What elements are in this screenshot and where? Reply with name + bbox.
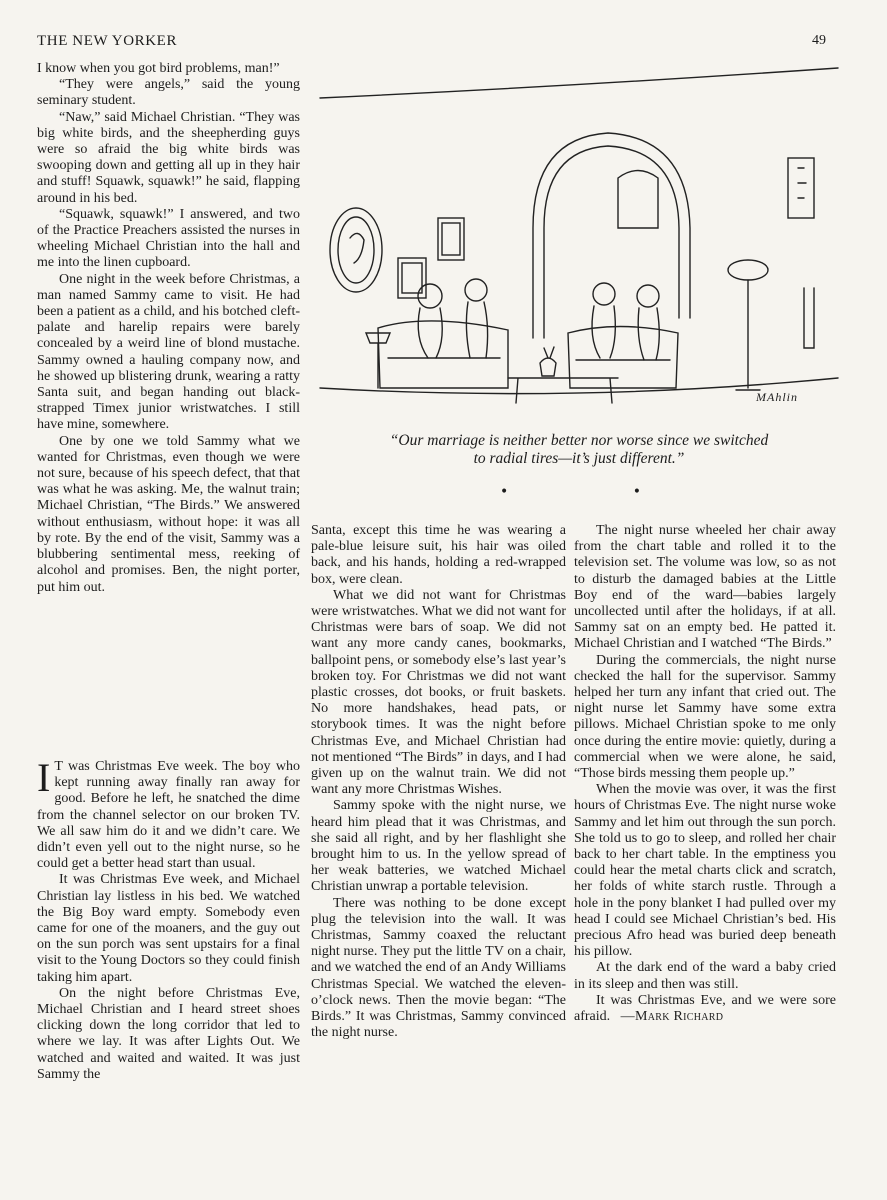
paragraph: The night nurse wheeled her chair away from the chart table and rolled it to the television set. The volume was low, so as not to disturb the damaged babies at the Little Boy end of the ward—babies largely uncollected until after the holidays, if at all. Sammy sat on an empty bed. He patted it. Michael Christian and I watched “The Birds.” xyxy=(574,523,836,652)
paragraph: Santa, except this time he was wearing a pale-blue leisure suit, his hair was oiled back, and his hands, holding a red-wrapped box, were clean. xyxy=(311,523,566,587)
caption-line: to radial tires—it’s just different.” xyxy=(473,450,685,467)
paragraph: One night in the week before Christmas, a man named Sammy came to visit. He had been a patient as a child, and his botched cleft-palate and harelip repairs were barely concealed by a weird line of blond mustache. Sammy owned a hauling company now, and he showed up blistering drunk, wearing a ratty Santa suit, and began handing out black-strapped Timex junior wristwatches. I still have mine, somewhere. xyxy=(37,271,300,433)
section-separator: • • xyxy=(500,484,701,500)
wall-hanging-icon xyxy=(788,158,814,218)
paragraph: “Squawk, squawk!” I answered, and two of the Practice Preachers assisted the nurses in wheeling Michael Christian into the hall and me into the linen cupboard. xyxy=(37,206,300,271)
person-icon xyxy=(465,279,487,301)
person-icon xyxy=(593,283,615,305)
cartoon-caption xyxy=(318,432,840,468)
column-2 xyxy=(311,523,566,1042)
magazine-header: THE NEW YORKER xyxy=(37,33,178,49)
paragraph: During the commercials, the night nurse checked the hall for the supervisor. Sammy helped her turn any infant that cried out. The night nurse let Sammy have some extra pillows. Michael Christian spoke to me only once during the entire movie: quietly, during a commercial when we were alone, he said, “Those birds messing them people up.” xyxy=(574,652,836,782)
person-icon xyxy=(418,284,442,308)
person-icon xyxy=(637,285,659,307)
paragraph: What we did not want for Christmas were wristwatches. What we did not want for Christmas were bars of soap. We did not want any more candy canes, bookmarks, ballpoint pens, or somebody else’s last year’s broken toy. For Christmas we did not want plastic crosses, dot books, or fruit baskets. No more handshakes, head pats, or storybook times. It was the night before Christmas Eve, and Michael Christian had not mentioned “The Birds” in days, and I had given up on the walnut train. We did not want any more Christmas Wishes. xyxy=(311,587,566,798)
author-byline: —Mark Richard xyxy=(620,1009,724,1025)
coffee-table-icon xyxy=(508,378,618,403)
artist-signature: MAhlin xyxy=(756,390,798,404)
column-1-section xyxy=(37,755,300,1083)
column-3 xyxy=(574,523,836,1025)
paragraph: Sammy spoke with the night nurse, we heard him plead that it was Christmas, and she said all right, and by her flashlight she brought him to us. In the yellow spread of her weak batteries, we watched Michael Christian unwrap a portable television. xyxy=(311,798,566,895)
sofa-icon xyxy=(568,327,678,389)
caption-line: “Our marriage is neither better nor worse since we switched xyxy=(389,432,769,449)
closing-paragraph xyxy=(574,993,836,1025)
closing-text: It was Christmas Eve, and we were sore afraid. xyxy=(574,992,836,1025)
sofa-icon xyxy=(378,321,508,388)
section-opening-paragraph xyxy=(37,755,300,872)
paragraph: At the dark end of the ward a baby cried in its sleep and then was still. xyxy=(574,960,836,992)
archway-icon xyxy=(533,133,690,338)
paragraph: There was nothing to be done except plug the television into the wall. It was Christmas, Sammy coaxed the reluctant night nurse. They put the little TV on a chair, and we watched the end of an Andy Williams Christmas Special. We watched the eleven-o’clock news. Then the movie began: “The Birds.” It was Christmas, Sammy convinced the night nurse. xyxy=(311,895,566,1041)
paragraph: I know when you got bird problems, man!” xyxy=(37,61,280,76)
paragraph: It was Christmas Eve week, and Michael Christian lay listless in his bed. We watched the Big Boy ward empty. Somebody even came for one of the moaners, and the guy out on the sun porch was sent upstairs for a final visit to the Young Doctors so they could finish taking him apart. xyxy=(37,872,300,985)
paragraph: One by one we told Sammy what we wanted for Christmas, even though we were not sure, because of his speech defect, that that was what he was asking. Me, the walnut train; Michael Christian, “The Birds.” We answered without enthusiasm, without hope: it was all by rote. By the end of the visit, Sammy was a blubbering sentimental mess, reeking of alcohol and promises. Ben, the night porter, put him out. xyxy=(37,433,300,595)
paragraph: “Naw,” said Michael Christian. “They was big white birds, and the sheepherding guys were so afraid the big white birds was swooping down and getting all up in they hair and stuff! Squawk, squawk!” he said, flapping around in his bed. xyxy=(37,109,300,206)
paragraph: “They were angels,” said the young seminary student. xyxy=(37,77,300,109)
cartoon-illustration xyxy=(318,58,840,426)
paragraph: When the movie was over, it was the first hours of Christmas Eve. The night nurse woke Sammy and let him out through the sun porch. She told us to go to sleep, and rolled her chair back to her chart table. In the emptiness you could hear the metal charts click and scratch, her folds of white starch rustle. Through a hole in the pony blanket I had pulled over my head I could see Michael Christian’s bed. His precious Afro head was buried deep beneath his pillow. xyxy=(574,782,836,960)
paragraph-text: T was Christmas Eve week. The boy who kept running away finally ran away for good. Before he left, he snatched the dime from the channel selector on our broken TV. We all saw him do it and we didn’t care. We didn’t even yell out to the night nurse, so he could get a better head start than usual. xyxy=(37,759,300,872)
floor-lamp-icon xyxy=(728,260,768,280)
drop-cap: I xyxy=(37,755,51,800)
page-number: 49 xyxy=(812,33,826,48)
ceiling-line xyxy=(320,68,838,98)
paragraph: On the night before Christmas Eve, Michael Christian and I heard street shoes clicking down the long corridor that led to where we lay. It was after Lights Out. We watched and waited and waited. It was just Sammy the xyxy=(37,985,300,1082)
column-1 xyxy=(37,61,300,596)
